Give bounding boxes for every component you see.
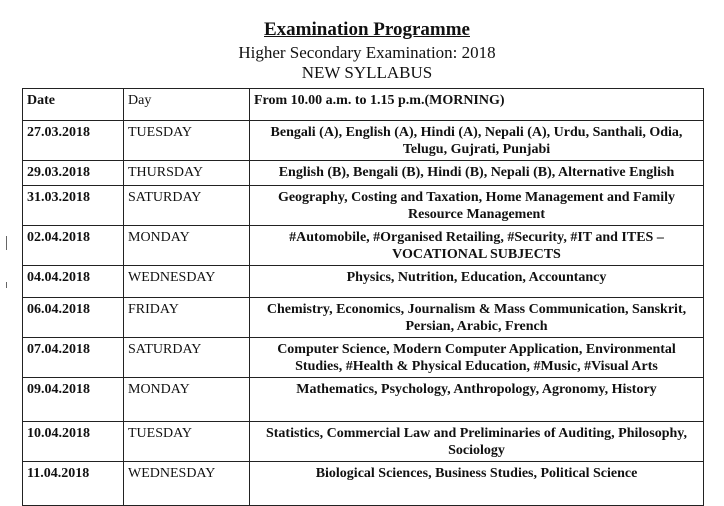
date-cell: 06.04.2018 [23, 298, 124, 338]
subjects-cell: Physics, Nutrition, Education, Accountancy [250, 266, 704, 298]
day-cell: WEDNESDAY [124, 266, 250, 298]
table-row [23, 338, 704, 378]
date-cell: 09.04.2018 [23, 378, 124, 422]
document-header [0, 18, 724, 82]
table-header-row [23, 89, 704, 121]
table-row [23, 161, 704, 186]
exam-schedule-table [22, 88, 704, 506]
syllabus-label: NEW SYLLABUS [301, 63, 433, 82]
exam-subtitle: Higher Secondary Examination: 2018 [238, 43, 496, 62]
day-cell: SATURDAY [124, 338, 250, 378]
table-row [23, 462, 704, 506]
day-cell: WEDNESDAY [124, 462, 250, 506]
subjects-cell: #Automobile, #Organised Retailing, #Security, #IT and ITES – VOCATIONAL SUBJECTS [250, 226, 704, 266]
day-cell: FRIDAY [124, 298, 250, 338]
subjects-cell: Biological Sciences, Business Studies, Political Science [250, 462, 704, 506]
date-cell: 11.04.2018 [23, 462, 124, 506]
date-cell: 02.04.2018 [23, 226, 124, 266]
scan-margin-mark [6, 236, 7, 250]
day-cell: MONDAY [124, 226, 250, 266]
column-header-date: Date [23, 89, 124, 121]
subjects-cell: Mathematics, Psychology, Anthropology, Agronomy, History [250, 378, 704, 422]
scan-margin-mark [6, 282, 7, 288]
day-cell: SATURDAY [124, 186, 250, 226]
day-cell: TUESDAY [124, 121, 250, 161]
date-cell: 10.04.2018 [23, 422, 124, 462]
day-cell: TUESDAY [124, 422, 250, 462]
day-cell: MONDAY [124, 378, 250, 422]
date-cell: 27.03.2018 [23, 121, 124, 161]
page-title: Examination Programme [264, 19, 470, 40]
table-row [23, 422, 704, 462]
subjects-cell: Bengali (A), English (A), Hindi (A), Nepali (A), Urdu, Santhali, Odia, Telugu, Gujrati, Punjabi [250, 121, 704, 161]
subjects-cell: Computer Science, Modern Computer Application, Environmental Studies, #Health & Physical Education, #Music, #Visual Arts [250, 338, 704, 378]
table-row [23, 298, 704, 338]
date-cell: 04.04.2018 [23, 266, 124, 298]
table-row [23, 266, 704, 298]
column-header-day: Day [124, 89, 250, 121]
day-cell: THURSDAY [124, 161, 250, 186]
column-header-session: From 10.00 a.m. to 1.15 p.m.(MORNING) [250, 89, 704, 121]
date-cell: 07.04.2018 [23, 338, 124, 378]
subjects-cell: English (B), Bengali (B), Hindi (B), Nepali (B), Alternative English [250, 161, 704, 186]
subjects-cell: Geography, Costing and Taxation, Home Management and Family Resource Management [250, 186, 704, 226]
date-cell: 31.03.2018 [23, 186, 124, 226]
table-row [23, 226, 704, 266]
table-row [23, 186, 704, 226]
subjects-cell: Statistics, Commercial Law and Preliminaries of Auditing, Philosophy, Sociology [250, 422, 704, 462]
date-cell: 29.03.2018 [23, 161, 124, 186]
table-row [23, 121, 704, 161]
subjects-cell: Chemistry, Economics, Journalism & Mass Communication, Sanskrit, Persian, Arabic, French [250, 298, 704, 338]
table-row [23, 378, 704, 422]
